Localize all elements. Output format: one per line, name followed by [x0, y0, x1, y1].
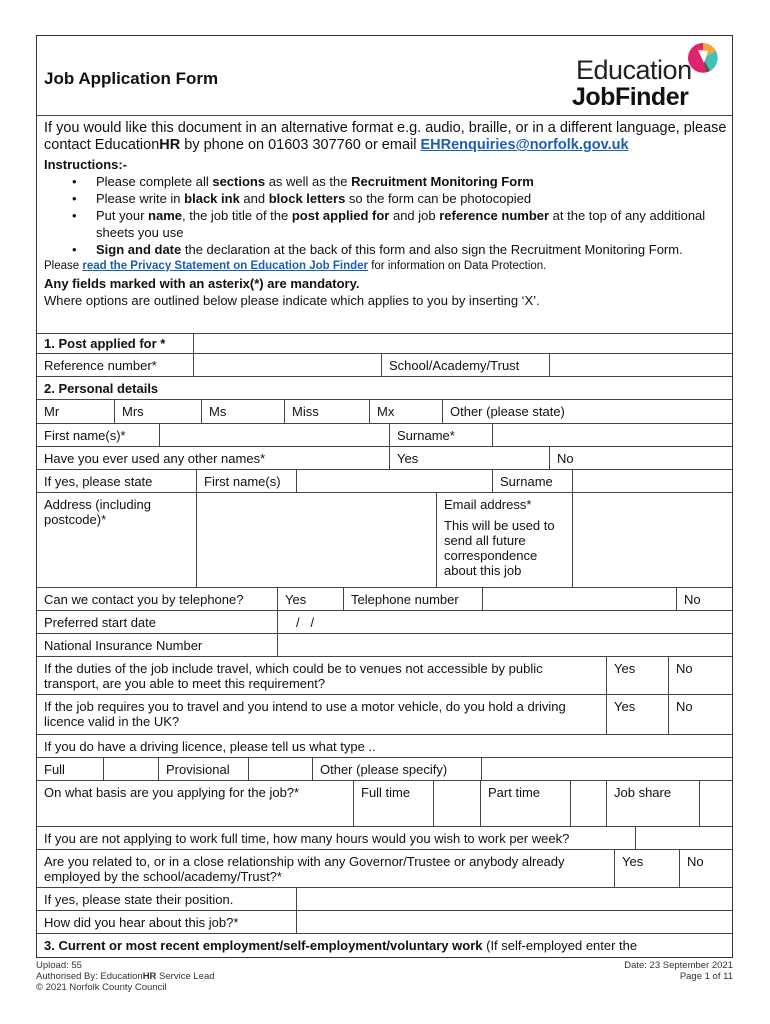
job-application-form: [36, 35, 733, 958]
name-row: First name(s)* Surname*: [37, 424, 732, 447]
first-name-input[interactable]: [159, 424, 389, 446]
related-row: Are you related to, or in a close relationship with any Governor/Trustee or anybody already employed by the school/academy/Trust?* Yes No: [37, 850, 732, 888]
related-yes[interactable]: Yes: [614, 850, 679, 887]
previous-surname-input[interactable]: [572, 470, 732, 492]
surname-input[interactable]: [492, 424, 732, 446]
hear-row: How did you hear about this job?*: [37, 911, 732, 934]
travel-no[interactable]: No: [668, 657, 732, 694]
reference-number-input[interactable]: [193, 354, 381, 376]
list-item: • Put your name, the job title of the post applied for and job reference number at the top of any additional sheets you use: [72, 207, 729, 241]
related-no[interactable]: No: [679, 850, 732, 887]
title-row: [37, 400, 732, 424]
telephone-input[interactable]: [482, 588, 676, 610]
licence-type-row: Full Provisional Other (please specify): [37, 758, 732, 781]
school-input[interactable]: [549, 354, 732, 376]
ni-row: National Insurance Number: [37, 634, 732, 657]
education-jobfinder-logo: Education JobFinder: [560, 41, 720, 111]
travel-row: If the duties of the job include travel, which could be to venues not accessible by public transport, are you able to meet this requirement? Yes No: [37, 657, 732, 695]
other-names-yes[interactable]: Yes: [389, 447, 549, 469]
licence-other-input[interactable]: [481, 758, 732, 780]
mandatory-note: Any fields marked with an asterix(*) are mandatory.: [44, 276, 360, 291]
telephone-row: Can we contact you by telephone? Yes Telephone number No: [37, 588, 732, 611]
title-mrs[interactable]: Mrs: [114, 400, 201, 423]
licence-full-box[interactable]: [103, 758, 158, 780]
email-note: This will be used to send all future correspondence about this job: [444, 518, 555, 578]
licence-yes[interactable]: Yes: [606, 695, 668, 734]
post-applied-row: 1. Post applied for *: [37, 334, 732, 354]
hours-input[interactable]: [635, 827, 732, 849]
basis-row: On what basis are you applying for the job?* Full time Part time Job share: [37, 781, 732, 827]
instructions-heading: Instructions:-: [44, 157, 128, 172]
title-miss[interactable]: Miss: [284, 400, 369, 423]
part-time-box[interactable]: [570, 781, 606, 826]
job-share-box[interactable]: [699, 781, 732, 826]
footer-left: Upload: 55 Authorised By: EducationHR Service Lead © 2021 Norfolk County Council: [36, 960, 215, 993]
licence-row: If the job requires you to travel and you intend to use a motor vehicle, do you hold a driving licence valid in the UK? Yes No: [37, 695, 732, 735]
address-row: Address (including postcode)* Email address* This will be used to send all future correspondence about this job: [37, 493, 732, 588]
form-header: [37, 36, 732, 116]
position-input[interactable]: [296, 888, 732, 910]
licence-type-heading: If you do have a driving licence, please tell us what type ..: [37, 735, 732, 758]
ni-number-input[interactable]: [277, 634, 732, 656]
previous-first-name-input[interactable]: [296, 470, 492, 492]
title-mr[interactable]: Mr: [44, 404, 60, 419]
start-date-row: Preferred start date / /: [37, 611, 732, 634]
title-mx[interactable]: Mx: [369, 400, 442, 423]
reference-row: Reference number* School/Academy/Trust: [37, 354, 732, 377]
instructions-list: [72, 173, 729, 258]
address-input[interactable]: [196, 493, 436, 587]
position-row: If yes, please state their position.: [37, 888, 732, 911]
privacy-link[interactable]: read the Privacy Statement on Education Job Finder: [82, 260, 369, 272]
intro-section: [44, 120, 729, 309]
employment-heading: 3. Current or most recent employment/self-employment/voluntary work (If self-employed enter the: [44, 938, 638, 953]
title-ms[interactable]: Ms: [201, 400, 284, 423]
hear-input[interactable]: [296, 911, 732, 933]
start-date-input[interactable]: / /: [277, 611, 732, 633]
list-item: • Sign and date the declaration at the back of this form and also sign the Recruitment Monitoring Form.: [72, 241, 729, 258]
other-names-row: Have you ever used any other names* Yes No: [37, 447, 732, 470]
personal-details-heading: 2. Personal details: [37, 377, 732, 400]
list-item: • Please write in black ink and block letters so the form can be photocopied: [72, 190, 729, 207]
licence-no[interactable]: No: [668, 695, 732, 734]
options-note: Where options are outlined below please indicate which applies to you by inserting ‘X’.: [44, 293, 540, 308]
hours-row: If you are not applying to work full time, how many hours would you wish to work per week?: [37, 827, 732, 850]
other-names-no[interactable]: No: [549, 447, 732, 469]
page-title: Job Application Form: [44, 69, 219, 88]
previous-names-row: If yes, please state First name(s) Surname: [37, 470, 732, 493]
travel-yes[interactable]: Yes: [606, 657, 668, 694]
list-item: • Please complete all sections as well as the Recruitment Monitoring Form: [72, 173, 729, 190]
title-other[interactable]: Other (please state): [442, 400, 732, 423]
full-time-box[interactable]: [433, 781, 480, 826]
telephone-yes[interactable]: Yes: [277, 588, 343, 610]
alt-format-note: If you would like this document in an alternative format e.g. audio, braille, or in a different language, please contact EducationHR by phone on 01603 307760 or email EHRenquiries@norfolk.gov.uk: [44, 120, 727, 153]
email-input[interactable]: [572, 493, 732, 587]
footer-right: Date: 23 September 2021 Page 1 of 11: [624, 960, 733, 982]
licence-provisional-box[interactable]: [248, 758, 312, 780]
email-link[interactable]: EHRenquiries@norfolk.gov.uk: [420, 137, 629, 153]
privacy-note: Please read the Privacy Statement on Education Job Finder for information on Data Protection.: [44, 260, 547, 272]
telephone-no[interactable]: No: [676, 588, 732, 610]
post-applied-input[interactable]: [193, 334, 732, 353]
